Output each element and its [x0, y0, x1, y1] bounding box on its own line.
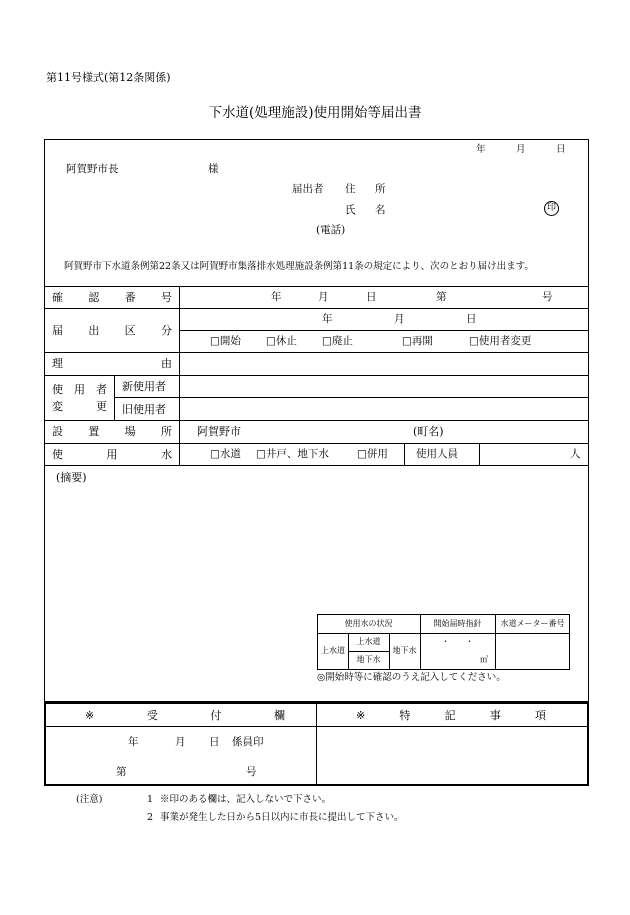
- seal-mark: [544, 201, 559, 216]
- receipt-go: 号: [246, 766, 257, 778]
- name-label-2: 名: [375, 204, 386, 216]
- honorific: 様: [208, 163, 219, 175]
- user-change-label-2: [52, 401, 107, 412]
- address-label-2: 所: [375, 183, 386, 195]
- reception-header: [85, 710, 285, 721]
- row-line: [114, 397, 589, 398]
- receipt-year: 年: [128, 736, 139, 748]
- special-char: 事: [489, 709, 501, 722]
- reason-label: [52, 358, 172, 369]
- address-label-1: 住: [345, 183, 356, 195]
- statement: 阿賀野市下水道条例第22条又は阿賀野市集落排水処理施設条例第11条の規定により、次のとおり届け出ます。: [64, 261, 534, 272]
- special-header: [356, 710, 546, 721]
- date-day: 日: [556, 144, 566, 155]
- confirm-label: [52, 292, 172, 303]
- location-label: [52, 426, 172, 437]
- people-unit: 人: [570, 448, 581, 460]
- location-city: 阿賀野市: [197, 425, 241, 438]
- receipt-dai: 第: [116, 766, 127, 778]
- user-change-label-1: [52, 384, 107, 395]
- location-label-char: 設: [52, 425, 63, 438]
- user-change-char: 使: [52, 383, 63, 396]
- user-change-char: 変: [52, 400, 63, 413]
- reception-char: ※: [85, 709, 95, 722]
- water-option-well[interactable]: □井戸、地下水: [256, 448, 329, 460]
- confirm-day: 日: [366, 291, 377, 303]
- kubun-day: 日: [466, 313, 477, 325]
- col-line: [179, 286, 180, 465]
- document-title: 下水道(処理施設)使用開始等届出書: [208, 105, 422, 121]
- reason-label-char: 理: [52, 357, 63, 370]
- row-line: [44, 286, 589, 287]
- note-1-text: ※印のある欄は、記入しないで下さい。: [160, 794, 332, 805]
- people-label: 使用人員: [416, 448, 458, 460]
- confirm-label-char: 番: [124, 291, 136, 304]
- special-char: ※: [356, 709, 366, 722]
- water-label: [52, 449, 172, 460]
- receipt-day: 日: [209, 736, 220, 748]
- confirm-label-char: 認: [88, 291, 100, 304]
- phone-label: (電話): [316, 224, 346, 236]
- row-line: [44, 375, 589, 376]
- addressee: 阿賀野市長: [66, 163, 119, 175]
- meter-reading-header: 開始届時指針: [433, 619, 482, 628]
- reception-char: 受: [146, 709, 158, 722]
- chikasui-small: 地下水: [356, 655, 381, 664]
- jousuidou-label: 上水道: [321, 646, 345, 655]
- reason-field[interactable]: [180, 353, 588, 374]
- location-town: (町名): [413, 425, 444, 438]
- office-col: [316, 702, 317, 786]
- reading-unit: ㎥: [480, 655, 488, 664]
- new-user-label: 新使用者: [122, 380, 166, 393]
- confirm-year: 年: [271, 291, 282, 303]
- option-pause[interactable]: □休止: [266, 335, 297, 347]
- water-label-char: 使: [52, 448, 63, 461]
- inner-line: [317, 633, 570, 634]
- location-label-char: 所: [160, 425, 172, 438]
- col-line: [114, 375, 115, 420]
- row-line: [44, 420, 589, 421]
- note-1-number: 1: [147, 794, 154, 805]
- receipt-clerk: 係員印: [232, 736, 264, 748]
- kubun-label: [52, 325, 172, 336]
- note-2-number: 2: [147, 812, 154, 823]
- water-label-char: 水: [161, 448, 172, 461]
- status-header: 使用水の状況: [344, 619, 393, 628]
- water-option-tap[interactable]: □水道: [210, 448, 241, 460]
- inner-line: [348, 651, 389, 652]
- reception-char: 付: [210, 709, 222, 722]
- water-status-note: ◎開始時等に確認のうえ記入してください。: [317, 672, 506, 683]
- confirm-month: 月: [318, 291, 329, 303]
- option-start[interactable]: □開始: [210, 335, 241, 347]
- confirm-go: 号: [542, 291, 553, 303]
- date-year: 年: [476, 144, 486, 155]
- kubun-month: 月: [394, 313, 405, 325]
- meter-number-header: 水道メーター番号: [500, 619, 565, 628]
- kubun-year: 年: [322, 313, 333, 325]
- reason-label-char: 由: [161, 357, 172, 370]
- row-line: [44, 465, 589, 466]
- row-line: [44, 443, 589, 444]
- old-user-label: 旧使用者: [122, 403, 166, 416]
- jousuidou-small: 上水道: [356, 637, 381, 646]
- notes-label: (注意): [76, 794, 103, 805]
- row-line: [44, 308, 589, 309]
- location-label-char: 置: [88, 425, 100, 438]
- kubun-label-char: 出: [88, 324, 100, 337]
- form-number: 第11号様式(第12条関係): [46, 71, 171, 84]
- user-change-char: 者: [96, 383, 107, 396]
- kubun-label-char: 区: [124, 324, 136, 337]
- special-char: 項: [534, 709, 546, 722]
- option-user-change[interactable]: □使用者変更: [469, 335, 532, 347]
- name-label-1: 氏: [345, 204, 356, 216]
- col-line: [404, 443, 405, 465]
- chikasui-label: 地下水: [392, 646, 417, 655]
- water-label-char: 用: [106, 448, 118, 461]
- row-line: [179, 330, 589, 331]
- applicant-label: 届出者: [292, 183, 324, 195]
- reception-char: 欄: [274, 709, 285, 722]
- kubun-label-char: 届: [52, 324, 63, 337]
- kubun-label-char: 分: [160, 324, 172, 337]
- confirm-label-char: 号: [160, 291, 172, 304]
- user-change-char: 更: [96, 400, 107, 413]
- water-option-both[interactable]: □併用: [357, 448, 388, 460]
- confirm-dai: 第: [436, 291, 447, 303]
- seal-text: 印: [546, 203, 556, 213]
- confirm-label-char: 確: [52, 291, 63, 304]
- special-char: 記: [444, 709, 456, 722]
- option-abolish[interactable]: □廃止: [322, 335, 353, 347]
- note-2-text: 事業が発生した日から5日以内に市長に提出して下さい。: [160, 812, 404, 823]
- summary-label: (摘要): [56, 471, 87, 484]
- reading-dots: ・ ・: [441, 637, 474, 646]
- user-change-char: 用: [74, 383, 85, 396]
- special-char: 特: [399, 709, 411, 722]
- receipt-month: 月: [175, 736, 186, 748]
- date-month: 月: [516, 144, 526, 155]
- col-line: [479, 443, 480, 465]
- option-resume[interactable]: □再開: [402, 335, 433, 347]
- location-label-char: 場: [124, 425, 136, 438]
